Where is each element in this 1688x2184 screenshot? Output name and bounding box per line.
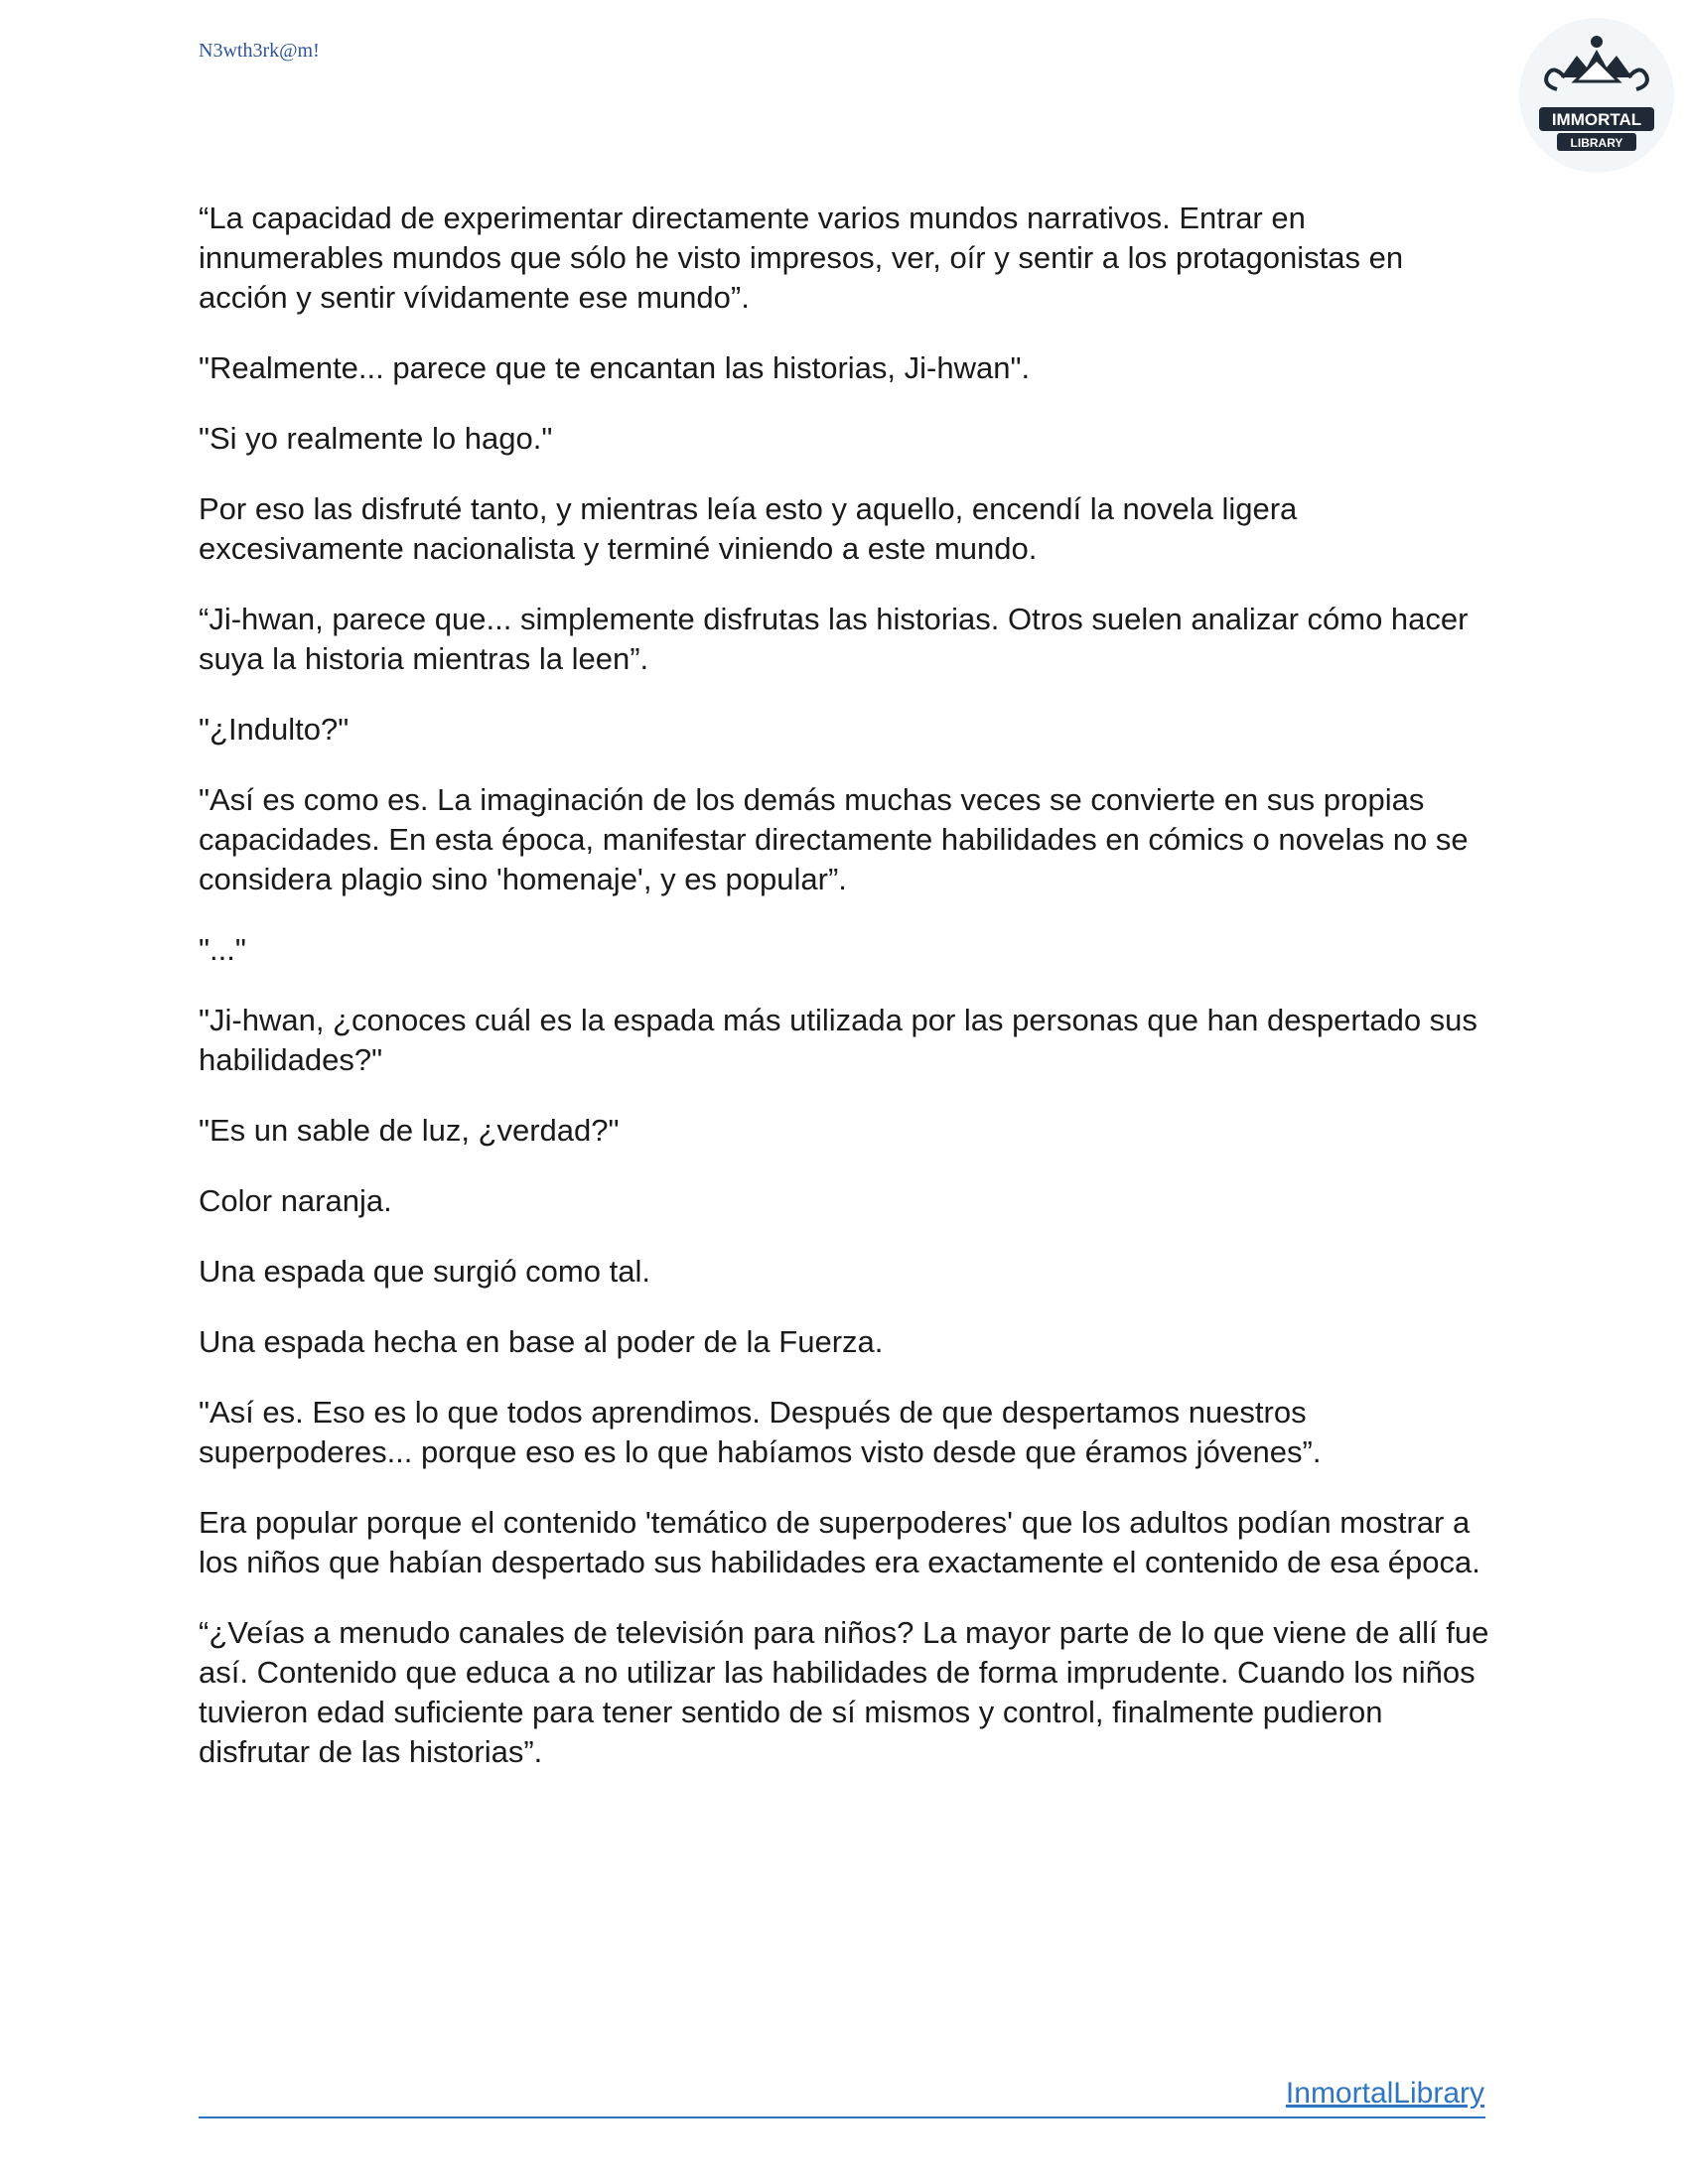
paragraph: Por eso las disfruté tanto, y mientras leía esto y aquello, encendí la novela ligera excesivamente nacionalista y terminé viniendo a este mundo.	[199, 491, 1298, 566]
immortal-library-logo	[1517, 16, 1676, 175]
paragraph: "Si yo realmente lo hago."	[199, 421, 553, 456]
logo-word-bottom: LIBRARY	[1570, 136, 1623, 150]
paragraph: “Ji-hwan, parece que... simplemente disfrutas las historias. Otros suelen analizar cómo hacer suya la historia mientras la leen”.	[199, 602, 1469, 676]
paragraph: "..."	[199, 932, 246, 967]
footer-link[interactable]: InmortalLibrary	[1285, 2077, 1484, 2110]
paragraph: "Realmente... parece que te encantan las historias, Ji-hwan".	[199, 350, 1031, 385]
paragraph: "Es un sable de luz, ¿verdad?"	[199, 1113, 620, 1148]
paragraph: “¿Veías a menudo canales de televisión para niños? La mayor parte de lo que viene de allí fue así. Contenido que educa a no utilizar las habilidades de forma imprudente. Cuando los niños tuvieron edad suficiente para tener sentido de sí mismos y control, finalmente pudieron disfrutar de las historias”.	[199, 1615, 1489, 1769]
header-watermark: N3wth3rk@m!	[199, 40, 320, 62]
paragraph: Color naranja.	[199, 1183, 392, 1218]
paragraph: "Ji-hwan, ¿conoces cuál es la espada más utilizada por las personas que han despertado sus habilidades?"	[199, 1003, 1477, 1077]
document-body	[199, 199, 1489, 1803]
paragraph: Una espada hecha en base al poder de la Fuerza.	[199, 1324, 884, 1359]
logo-word-top: IMMORTAL	[1551, 110, 1642, 129]
paragraph: “La capacidad de experimentar directamente varios mundos narrativos. Entrar en innumerables mundos que sólo he visto impresos, ver, oír y sentir a los protagonistas en acción y sentir vívidamente ese mundo”.	[199, 201, 1404, 315]
paragraph: Era popular porque el contenido 'temático de superpoderes' que los adultos podían mostrar a los niños que habían despertado sus habilidades era exactamente el contenido de esa época.	[199, 1505, 1480, 1579]
paragraph: "¿Indulto?"	[199, 712, 350, 747]
paragraph: Una espada que surgió como tal.	[199, 1254, 650, 1289]
footer-divider	[199, 2116, 1485, 2118]
paragraph: "Así es como es. La imaginación de los demás muchas veces se convierte en sus propias capacidades. En esta época, manifestar directamente habilidades en cómics o novelas no se considera plagio sino 'homenaje', y es popular”.	[199, 782, 1469, 896]
paragraph: "Así es. Eso es lo que todos aprendimos. Después de que despertamos nuestros superpoderes... porque eso es lo que habíamos visto desde que éramos jóvenes”.	[199, 1395, 1322, 1469]
